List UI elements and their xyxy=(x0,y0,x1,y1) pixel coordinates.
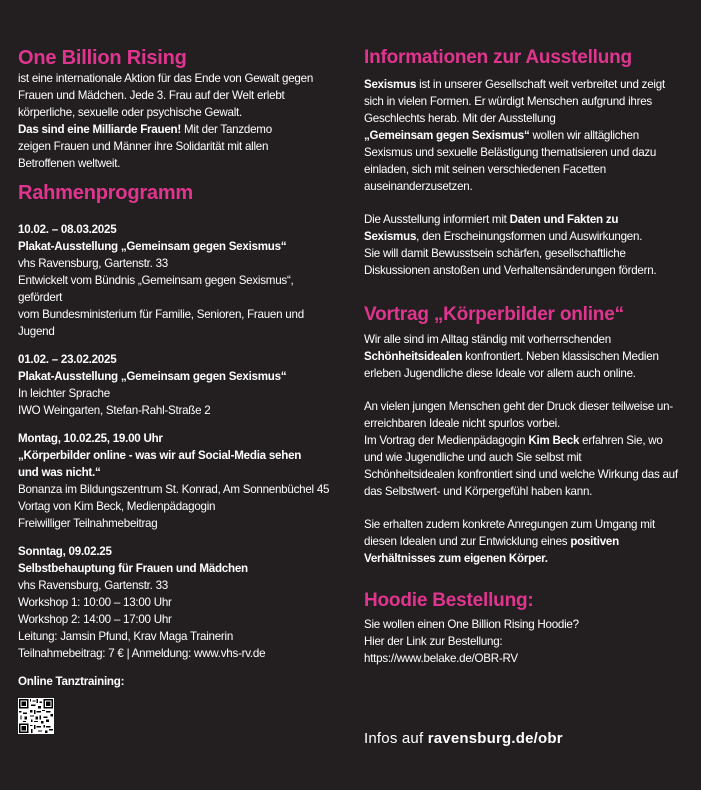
event-line: Workshop 2: 14:00 – 17:00 Uhr xyxy=(18,613,172,626)
info-text-span: wollen wir alltäglichen xyxy=(529,129,639,142)
rahmen-heading: Rahmenprogramm xyxy=(18,182,194,204)
event-title-cont: und was nicht.“ xyxy=(18,466,101,479)
event-line: vhs Ravensburg, Gartenstr. 33 xyxy=(18,579,168,592)
left-column xyxy=(18,46,340,734)
vortrag-text xyxy=(364,432,686,449)
vortrag-bold: Kim Beck xyxy=(528,434,580,447)
online-training-label: Online Tanztraining: xyxy=(18,675,125,688)
footer-prefix: Infos auf xyxy=(364,730,428,747)
vortrag-text xyxy=(364,550,686,567)
info-text-span: , den Erscheinungsformen und Auswirkungen. xyxy=(416,230,643,243)
info-text: Sexismus und sexuelle Belästigung thematisieren und dazu xyxy=(364,146,657,159)
event xyxy=(18,543,340,662)
vortrag-text-span: Im Vortrag der Medienpädagogin xyxy=(364,434,529,447)
info-text xyxy=(364,228,686,245)
event-title: Plakat-Ausstellung „Gemeinsam gegen Sexismus“ xyxy=(18,240,287,253)
obr-line: Betroffenen weltweit. xyxy=(18,157,121,170)
hoodie-heading: Hoodie Bestellung: xyxy=(364,590,534,611)
obr-line: zeigen Frauen und Männer ihre Solidarität mit allen xyxy=(18,140,269,153)
info-bold: Sexismus xyxy=(364,78,417,91)
obr-text xyxy=(18,70,340,172)
info-text: Geschlechts herab. Mit der Ausstellung xyxy=(364,112,556,125)
vortrag-text-span: erfahren Sie, wo xyxy=(579,434,663,447)
vortrag-heading: Vortrag „Körperbilder online“ xyxy=(364,304,624,325)
event-line: In leichter Sprache xyxy=(18,387,110,400)
obr-line: Frauen und Mädchen. Jede 3. Frau auf der Welt erlebt xyxy=(18,89,285,102)
obr-line-rest: Mit der Tanzdemo xyxy=(180,123,272,136)
right-column xyxy=(364,46,686,667)
event-title: Plakat-Ausstellung „Gemeinsam gegen Sexismus“ xyxy=(18,370,287,383)
vortrag-text-span: diesen Idealen und zur Entwicklung eines xyxy=(364,535,571,548)
event-line: Leitung: Jamsin Pfund, Krav Maga Trainerin xyxy=(18,630,234,643)
event-line: Freiwilliger Teilnahmebeitrag xyxy=(18,517,158,530)
info-text xyxy=(364,127,686,144)
event xyxy=(18,430,340,532)
obr-line xyxy=(18,121,340,138)
info-text: auseinanderzusetzen. xyxy=(364,180,473,193)
info-text: Sie will damit Bewusstsein schärfen, gesellschaftliche xyxy=(364,247,626,260)
event xyxy=(18,221,340,340)
event-line: vhs Ravensburg, Gartenstr. 33 xyxy=(18,257,168,270)
obr-line: ist eine internationale Aktion für das Ende von Gewalt gegen xyxy=(18,72,314,85)
vortrag-text: erreichbaren Ideale nicht spurlos vorbei. xyxy=(364,417,560,430)
hoodie-text: Hier der Link zur Bestellung: xyxy=(364,635,503,648)
qr-code-icon[interactable] xyxy=(18,698,54,734)
info-text-span: Die Ausstellung informiert mit xyxy=(364,213,510,226)
event-title: Selbstbehauptung für Frauen und Mädchen xyxy=(18,562,248,575)
obr-bold: Das sind eine Milliarde Frauen! xyxy=(18,123,181,136)
info-text-span: ist in unserer Gesellschaft weit verbreitet und zeigt xyxy=(416,78,665,91)
event xyxy=(18,351,340,419)
info-text xyxy=(364,76,686,93)
info-text: einladen, sich mit seinen verschiedenen Facetten xyxy=(364,163,606,176)
event-line: IWO Weingarten, Stefan-Rahl-Straße 2 xyxy=(18,404,211,417)
info-text: sich in vielen Formen. Er würdigt Menschen aufgrund ihres xyxy=(364,95,652,108)
hoodie-link[interactable]: https://www.belake.de/OBR-RV xyxy=(364,652,518,665)
info-bold: Sexismus xyxy=(364,230,417,243)
obr-heading: One Billion Rising xyxy=(18,47,187,69)
vortrag-text: und wie Jugendliche und auch Sie selbst mit xyxy=(364,451,582,464)
obr-line: körperliche, sexuelle oder psychische Gewalt. xyxy=(18,106,242,119)
footer-infos xyxy=(364,730,563,747)
vortrag-text xyxy=(364,533,686,550)
vortrag-bold: Schönheitsidealen xyxy=(364,350,463,363)
info-bold: Daten und Fakten zu xyxy=(509,213,619,226)
event-date: 10.02. – 08.03.2025 xyxy=(18,223,117,236)
vortrag-text-span: konfrontiert. Neben klassischen Medien xyxy=(462,350,659,363)
vortrag-text: erleben Jugendliche diese Ideale vor allem auch online. xyxy=(364,367,636,380)
footer-link[interactable]: ravensburg.de/obr xyxy=(427,730,563,747)
vortrag-text xyxy=(364,348,686,365)
event-line: vom Bundesministerium für Familie, Senioren, Frauen und Jugend xyxy=(18,308,304,338)
event-date: Montag, 10.02.25, 19.00 Uhr xyxy=(18,432,163,445)
info-heading: Informationen zur Ausstellung xyxy=(364,47,632,68)
hoodie-text: Sie wollen einen One Billion Rising Hoodie? xyxy=(364,618,579,631)
event-line: Workshop 1: 10:00 – 13:00 Uhr xyxy=(18,596,172,609)
event-line: Bonanza im Bildungszentrum St. Konrad, Am Sonnenbüchel 45 xyxy=(18,483,330,496)
event-line: Entwickelt vom Bündnis „Gemeinsam gegen Sexismus“, gefördert xyxy=(18,274,294,304)
event-line: Teilnahmebeitrag: 7 € | Anmeldung: www.vhs-rv.de xyxy=(18,647,266,660)
info-text: Diskussionen anstoßen und Verhaltensänderungen fördern. xyxy=(364,264,657,277)
vortrag-bold: positiven xyxy=(570,535,619,548)
vortrag-text: An vielen jungen Menschen geht der Druck dieser teilweise un- xyxy=(364,400,673,413)
vortrag-text: Schönheitsidealen konfrontiert sind und welche Wirkung das auf xyxy=(364,468,678,481)
vortrag-text: Wir alle sind im Alltag ständig mit vorherrschenden xyxy=(364,333,611,346)
event-title: „Körperbilder online - was wir auf Social-Media sehen xyxy=(18,449,302,462)
info-text xyxy=(364,211,686,228)
vortrag-text: Sie erhalten zudem konkrete Anregungen zum Umgang mit xyxy=(364,518,655,531)
event-line: Vortag von Kim Beck, Medienpädagogin xyxy=(18,500,216,513)
vortrag-bold: Verhältnisses zum eigenen Körper. xyxy=(364,552,548,565)
vortrag-text: das Selbstwert- und Körpergefühl haben kann. xyxy=(364,485,593,498)
info-bold: „Gemeinsam gegen Sexismus“ xyxy=(364,129,530,142)
event-date: 01.02. – 23.02.2025 xyxy=(18,353,117,366)
event-date: Sonntag, 09.02.25 xyxy=(18,545,112,558)
